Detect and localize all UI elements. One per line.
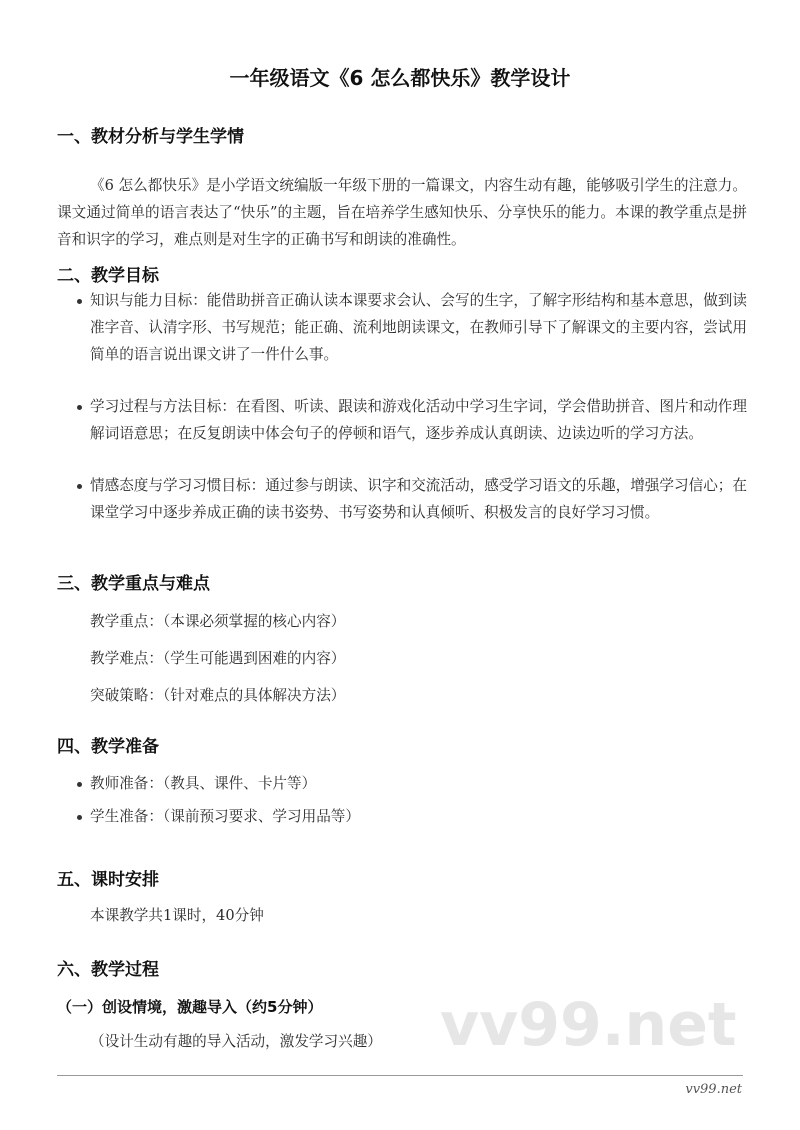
process-subheading: （一）创设情境，激趣导入（约5分钟） (57, 998, 323, 1016)
section-heading-1: 一、教材分析与学生学情 (57, 127, 244, 147)
list-item: 学生准备：（课前预习要求、学习用品等） (57, 803, 747, 830)
section-heading-3: 三、教学重点与难点 (57, 574, 210, 594)
list-item: 知识与能力目标：能借助拼音正确认读本课要求会认、会写的生字，了解字形结构和基本意思，做到读准字音、认清字形、书写规范；能正确、流利地朗读课文，在教师引导下了解课文的主要内容，尝试用简单的语言说出课文讲了一件什么事。 (57, 287, 747, 368)
schedule-line: 本课教学共1课时，40分钟 (90, 907, 264, 924)
difficulty-line: 教学难点：（学生可能遇到困难的内容） (90, 650, 346, 667)
list-item: 学习过程与方法目标：在看图、听读、跟读和游戏化活动中学习生字词，学会借助拼音、图片和动作理解词语意思；在反复朗读中体会句子的停顿和语气，逐步养成认真朗读、边读边听的学习方法。 (57, 393, 747, 447)
process-line: （设计生动有趣的导入活动，激发学习兴趣） (90, 1033, 382, 1050)
preparation-list (57, 770, 747, 855)
key-point-line: 教学重点：（本课必须掌握的核心内容） (90, 613, 346, 630)
document-title: 一年级语文《6 怎么都快乐》教学设计 (229, 66, 571, 90)
objectives-list (57, 287, 747, 551)
strategy-line: 突破策略：（针对难点的具体解决方法） (90, 687, 346, 704)
list-item: 情感态度与学习习惯目标：通过参与朗读、识字和交流活动，感受学习语文的乐趣，增强学习信心；在课堂学习中逐步养成正确的读书姿势、书写姿势和认真倾听、积极发言的良好学习习惯。 (57, 472, 747, 526)
watermark: vv99.net (440, 990, 737, 1060)
footer-divider (57, 1075, 743, 1076)
section-heading-2: 二、教学目标 (57, 266, 159, 286)
section-1-paragraph: 《6 怎么都快乐》是小学语文统编版一年级下册的一篇课文，内容生动有趣，能够吸引学生的注意力。课文通过简单的语言表达了“快乐”的主题，旨在培养学生感知快乐、分享快乐的能力。本课的教学重点是拼音和识字的学习，难点则是对生字的正确书写和朗读的准确性。 (57, 177, 747, 248)
footer-site: vv99.net (685, 1082, 742, 1097)
list-item: 教师准备：（教具、课件、卡片等） (57, 770, 747, 797)
section-heading-4: 四、教学准备 (57, 737, 159, 757)
section-heading-6: 六、教学过程 (57, 960, 159, 980)
section-heading-5: 五、课时安排 (57, 870, 159, 890)
